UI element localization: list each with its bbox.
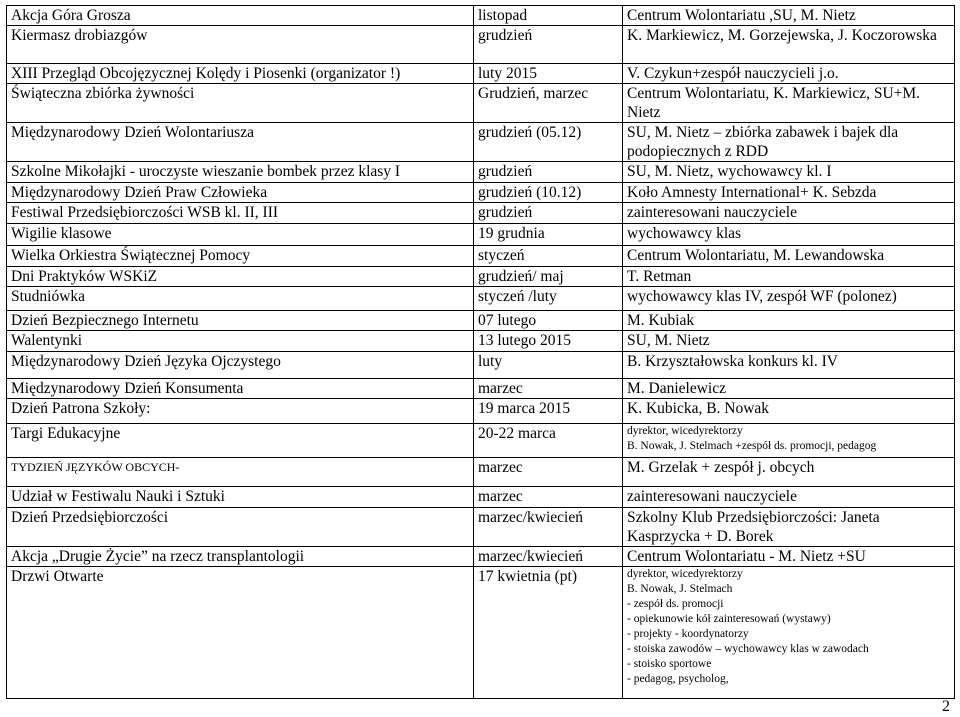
responsible-line: - stoisko sportowe xyxy=(627,658,712,670)
table-row xyxy=(7,224,955,246)
responsible: Centrum Wolontariatu - M. Nietz +SU xyxy=(623,547,955,567)
event-date: 19 grudnia xyxy=(474,224,623,246)
responsible: Koło Amnesty International+ K. Sebzda xyxy=(623,183,955,203)
event-name: XIII Przegląd Obcojęzycznej Kolędy i Piosenki (organizator !) xyxy=(7,64,474,84)
table-row xyxy=(7,246,955,267)
event-name: Walentynki xyxy=(7,331,474,352)
events-table xyxy=(6,5,955,699)
event-date: styczeń /luty xyxy=(474,287,623,311)
responsible-line: - zespół ds. promocji xyxy=(627,598,724,610)
table-row xyxy=(7,26,955,64)
table-row xyxy=(7,458,955,487)
event-name: Festiwal Przedsiębiorczości WSB kl. II, III xyxy=(7,203,474,224)
table-row xyxy=(7,183,955,203)
table-row xyxy=(7,424,955,458)
event-date: 17 kwietnia (pt) xyxy=(474,567,623,699)
table-row xyxy=(7,203,955,224)
event-name: Dzień Przedsiębiorczości xyxy=(7,508,474,547)
event-name: Dni Praktyków WSKiZ xyxy=(7,267,474,287)
responsible: M. Danielewicz xyxy=(623,379,955,399)
table-row xyxy=(7,287,955,311)
event-name: Akcja „Drugie Życie” na rzecz transplantologii xyxy=(7,547,474,567)
event-name: Międzynarodowy Dzień Konsumenta xyxy=(7,379,474,399)
table-row xyxy=(7,487,955,508)
responsible: zainteresowani nauczyciele xyxy=(623,203,955,224)
event-date: grudzień (10.12) xyxy=(474,183,623,203)
event-date: marzec xyxy=(474,458,623,487)
responsible: zainteresowani nauczyciele xyxy=(623,487,955,508)
responsible-line: - projekty - koordynatorzy xyxy=(627,628,749,640)
event-name: Kiermasz drobiazgów xyxy=(7,26,474,64)
responsible: V. Czykun+zespół nauczycieli j.o. xyxy=(623,64,955,84)
event-name: Studniówka xyxy=(7,287,474,311)
event-date: 20-22 marca xyxy=(474,424,623,458)
event-date: marzec/kwiecień xyxy=(474,508,623,547)
event-name: Międzynarodowy Dzień Praw Człowieka xyxy=(7,183,474,203)
event-date: grudzień (05.12) xyxy=(474,123,623,162)
responsible: K. Kubicka, B. Nowak xyxy=(623,399,955,424)
page-number: 2 xyxy=(942,698,950,715)
event-date: luty xyxy=(474,352,623,379)
table-row xyxy=(7,379,955,399)
event-name: Drzwi Otwarte xyxy=(7,567,474,699)
table-row xyxy=(7,567,955,699)
table-row xyxy=(7,267,955,287)
event-date: marzec xyxy=(474,379,623,399)
event-date: marzec xyxy=(474,487,623,508)
event-date: 19 marca 2015 xyxy=(474,399,623,424)
responsible: SU, M. Nietz, wychowawcy kl. I xyxy=(623,162,955,183)
responsible: wychowawcy klas IV, zespół WF (polonez) xyxy=(623,287,955,311)
responsible: B. Krzyształowska konkurs kl. IV xyxy=(623,352,955,379)
table-row xyxy=(7,64,955,84)
event-name: Świąteczna zbiórka żywności xyxy=(7,84,474,123)
responsible-line: - opiekunowie kół zainteresowań (wystawy) xyxy=(627,613,831,625)
event-name: Akcja Góra Grosza xyxy=(7,6,474,26)
event-name: Wigilie klasowe xyxy=(7,224,474,246)
event-date: 07 lutego xyxy=(474,311,623,331)
table-row xyxy=(7,352,955,379)
event-date: luty 2015 xyxy=(474,64,623,84)
table-row xyxy=(7,123,955,162)
event-name: Wielka Orkiestra Świątecznej Pomocy xyxy=(7,246,474,267)
table-row xyxy=(7,84,955,123)
responsible-line: dyrektor, wicedyrektorzy xyxy=(627,425,743,437)
responsible: wychowawcy klas xyxy=(623,224,955,246)
event-name: TYDZIEŃ JĘZYKÓW OBCYCH- xyxy=(7,458,474,487)
event-date: grudzień xyxy=(474,203,623,224)
responsible: Szkolny Klub Przedsiębiorczości: Janeta Kasprzycka + D. Borek xyxy=(623,508,955,547)
responsible-line: dyrektor, wicedyrektorzy xyxy=(627,568,743,580)
event-date: listopad xyxy=(474,6,623,26)
event-date: grudzień xyxy=(474,162,623,183)
event-name: Dzień Bezpiecznego Internetu xyxy=(7,311,474,331)
responsible: M. Kubiak xyxy=(623,311,955,331)
table-row xyxy=(7,399,955,424)
event-name: Międzynarodowy Dzień Wolontariusza xyxy=(7,123,474,162)
event-date: grudzień/ maj xyxy=(474,267,623,287)
table-row xyxy=(7,508,955,547)
responsible: SU, M. Nietz xyxy=(623,331,955,352)
event-name: Szkolne Mikołajki - uroczyste wieszanie bombek przez klasy I xyxy=(7,162,474,183)
event-date: styczeń xyxy=(474,246,623,267)
responsible: M. Grzelak + zespół j. obcych xyxy=(623,458,955,487)
event-name: Dzień Patrona Szkoły: xyxy=(7,399,474,424)
table-row xyxy=(7,6,955,26)
table-row xyxy=(7,331,955,352)
event-name: Udział w Festiwalu Nauki i Sztuki xyxy=(7,487,474,508)
responsible-line: B. Nowak, J. Stelmach xyxy=(627,583,733,595)
event-date: marzec/kwiecień xyxy=(474,547,623,567)
event-date: grudzień xyxy=(474,26,623,64)
responsible xyxy=(623,424,955,458)
responsible: SU, M. Nietz – zbiórka zabawek i bajek dla podopiecznych z RDD xyxy=(623,123,955,162)
responsible: Centrum Wolontariatu ,SU, M. Nietz xyxy=(623,6,955,26)
event-date: 13 lutego 2015 xyxy=(474,331,623,352)
responsible-line: - pedagog, psycholog, xyxy=(627,673,729,685)
responsible: Centrum Wolontariatu, K. Markiewicz, SU+M. Nietz xyxy=(623,84,955,123)
responsible-line: - stoiska zawodów – wychowawcy klas w zawodach xyxy=(627,643,869,655)
responsible: K. Markiewicz, M. Gorzejewska, J. Koczorowska xyxy=(623,26,955,64)
responsible: Centrum Wolontariatu, M. Lewandowska xyxy=(623,246,955,267)
responsible xyxy=(623,567,955,699)
responsible-line: B. Nowak, J. Stelmach +zespół ds. promocji, pedagog xyxy=(627,440,877,452)
table-row xyxy=(7,162,955,183)
event-date: Grudzień, marzec xyxy=(474,84,623,123)
event-name: Międzynarodowy Dzień Języka Ojczystego xyxy=(7,352,474,379)
responsible: T. Retman xyxy=(623,267,955,287)
event-name: Targi Edukacyjne xyxy=(7,424,474,458)
table-row xyxy=(7,311,955,331)
table-row xyxy=(7,547,955,567)
